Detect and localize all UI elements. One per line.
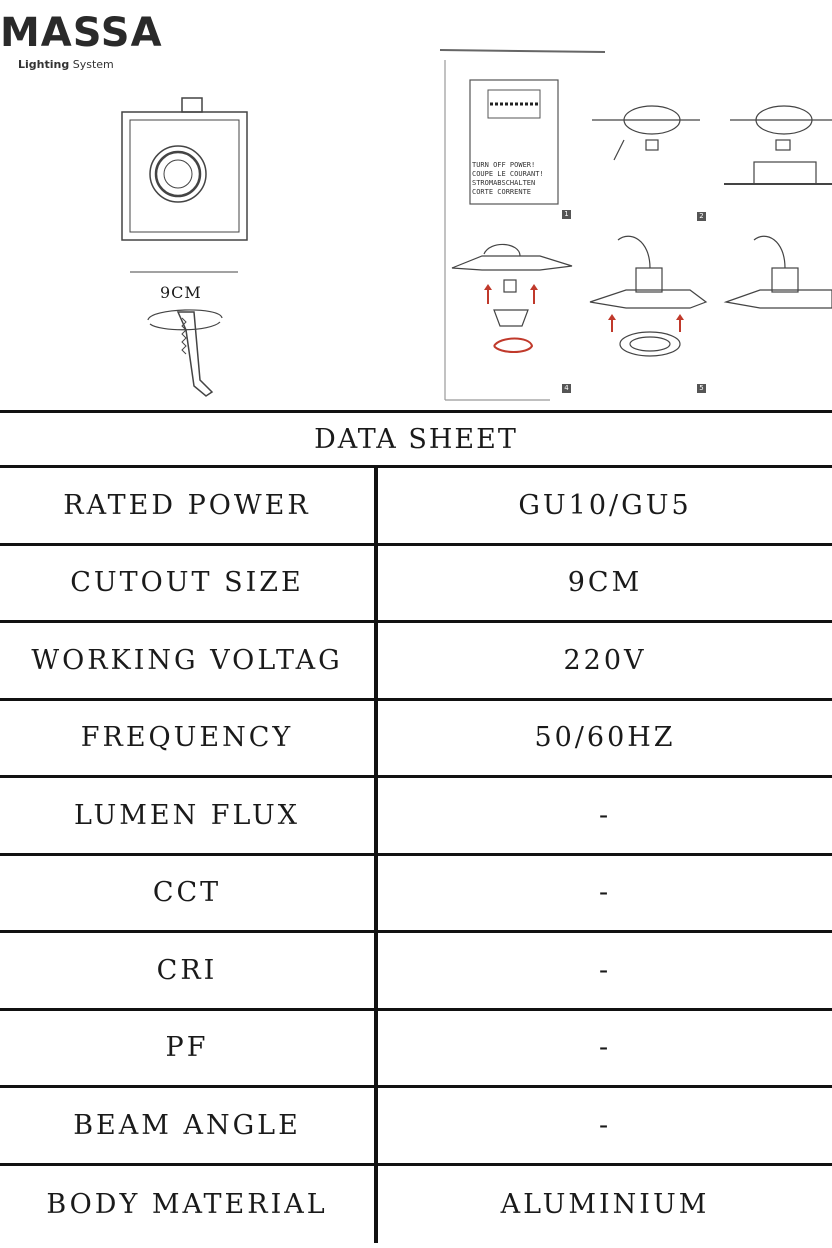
table-row: [0, 1166, 832, 1244]
table-row: [0, 468, 832, 546]
brand-name: MASSA: [0, 10, 163, 56]
step-number-5: 5: [697, 384, 706, 393]
row-label: RATED POWER: [0, 468, 378, 543]
row-label: BEAM ANGLE: [0, 1088, 378, 1163]
data-sheet-title: DATA SHEET: [0, 410, 832, 468]
row-label: LUMEN FLUX: [0, 778, 378, 853]
row-value: -: [598, 877, 612, 909]
tagline-rest: System: [72, 58, 114, 71]
row-value: -: [598, 1032, 612, 1064]
table-row: [0, 701, 832, 779]
table-row: [0, 1088, 832, 1166]
square-frame-outer: [122, 112, 247, 240]
table-row: [0, 1011, 832, 1089]
step-number-2: 2: [697, 212, 706, 221]
square-frame-inner: [130, 120, 239, 232]
row-value: 220V: [563, 644, 647, 676]
spring-clip: [182, 98, 202, 112]
row-value: GU10/GU5: [518, 489, 692, 521]
lamp-ring-inner: [156, 152, 200, 196]
illustration-drawing: [0, 40, 832, 410]
row-label: WORKING VOLTAG: [0, 623, 378, 698]
table-row: [0, 856, 832, 934]
row-value: 50/60HZ: [534, 722, 676, 754]
row-value: ALUMINIUM: [500, 1188, 710, 1220]
lamp-ring-outer: [150, 146, 206, 202]
row-value: -: [598, 1109, 612, 1141]
cutout-size-label: 9CM: [160, 283, 202, 302]
row-label: BODY MATERIAL: [0, 1166, 378, 1244]
table-row: [0, 778, 832, 856]
data-sheet-rows: [0, 468, 832, 1243]
row-label: FREQUENCY: [0, 701, 378, 776]
row-label: PF: [0, 1011, 378, 1086]
row-label: CRI: [0, 933, 378, 1008]
installation-illustration: [0, 40, 832, 410]
row-label: CUTOUT SIZE: [0, 546, 378, 621]
data-sheet-table: [0, 410, 832, 1243]
row-label: CCT: [0, 856, 378, 931]
step-number-4: 4: [562, 384, 571, 393]
step-number-1: 1: [562, 210, 571, 219]
table-row: [0, 933, 832, 1011]
step1-warning-text: TURN OFF POWER! COUPE LE COURANT! STROMABSCHALTEN CORTE CORRENTE: [472, 161, 544, 196]
tagline-bold: Lighting: [18, 58, 70, 71]
table-row: [0, 623, 832, 701]
row-value: -: [598, 954, 612, 986]
lamp-center: [164, 160, 192, 188]
row-value: 9CM: [567, 567, 643, 599]
table-row: [0, 546, 832, 624]
row-value: -: [598, 799, 612, 831]
